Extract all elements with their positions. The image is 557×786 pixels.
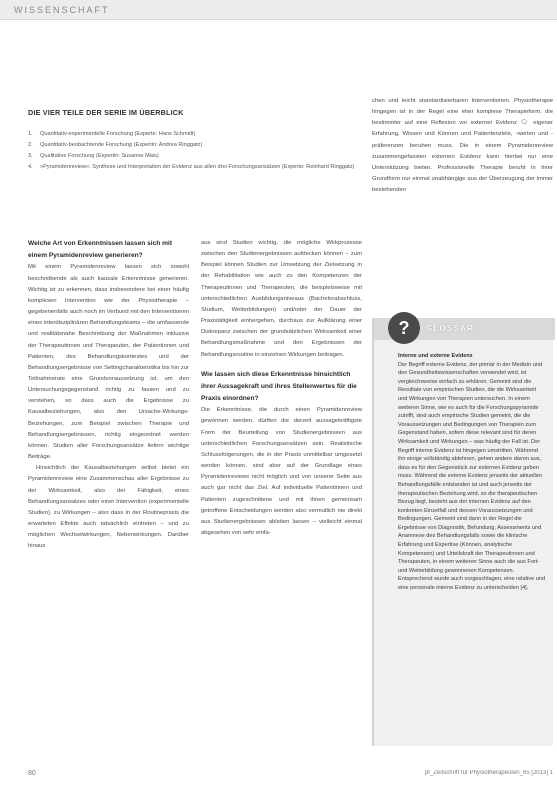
- body-paragraph: aus sind Studien wichtig, die mögliche Wirkprozesse zwischen den Studienergebnissen aufdecken können – zum Beispiel können Studien zur Umsetzung der Zielsetzung in der Rehabilitation wie auch zu den Kompetenzen der Therapeutinnen und Therapeuten, die beispielsweise mit unterschiedlichen Ausbildungsniveaus (Bachelorabschluss, Studium, Weiterbildungen) und/oder der Dauer der Praxistätigkeit einhergehen, durchaus zur Aufklärung einer Diskrepanz zwischen der grundsätzlichen Wirksamkeit einer Behandlungsmaßnahme und den Ergebnissen der Behandlungsroutine in einzelnen Wirkungen beitragen.: [201, 240, 362, 358]
- journal-reference: pt_Zeitschrift für Physiotherapeuten_65 [2013] 1: [424, 770, 553, 776]
- glossary-term: Interne und externe Evidenz: [398, 353, 473, 359]
- question-mark-icon: ?: [388, 312, 420, 344]
- article-column-left: [28, 238, 189, 552]
- body-paragraph: Hinsichtlich der Kausalbeziehungen selbst bietet ein Pyramidenreview eine Zusammenschau aller Ergebnisse zu der Wirksamkeit, also der Fähigkeit, eines Behandlungsansatzes oder einer Intervention (experimentelle Studien), zu Wirkungen – also dass in der Routinepraxis die erwarteten Effekte auch tatsächlich eintreten – und zu möglichen Wechselwirkungen, Nebenwirkungen. Darüber hinaus: [28, 465, 189, 550]
- list-text: Quantitativ-beobachtende Forschung (Expertin: Andrea Ringgatz): [40, 142, 203, 148]
- article-column-right: [372, 96, 553, 196]
- section-header-bar: [0, 0, 557, 20]
- glossary-header: [374, 318, 555, 340]
- list-text: Quantitativ-experimentelle Forschung (Experte: Hans Schmidt): [40, 131, 196, 137]
- series-list-item: [28, 129, 383, 140]
- series-list: [28, 129, 383, 173]
- article-column-middle: [201, 238, 362, 539]
- body-paragraph: Die Erkenntnisse, die durch einen Pyramidenreview gewonnen werden, dürften die derzeit aussagekräftigste Form der Beurteilung von Studienergebnissen aus unterschiedlichen Forschungsansätzen sein. Realistische Schlussfolgerungen, die in der Praxis unmittelbar umgesetzt werden können, sind aber auf der Grundlage eines Pyramidenreviews nicht möglich und von unserer Seite aus auch gar nicht das Ziel. Auf individuelle Patientinnen und Patienten zugeschnittene und mit ihnen gemeinsam getroffene Entscheidungen werden also vermutlich nie direkt aus Studienergebnissen ableiten lassen – vielleicht einmal abgesehen von sehr einfa-: [201, 407, 362, 537]
- page-number: 80: [28, 770, 36, 777]
- series-list-item: [28, 162, 383, 173]
- list-number: 2.: [28, 142, 33, 148]
- glossary-definition: Der Begriff externe Evidenz, der primär in der Medizin und den Gesundheitswissenschaften verwendet wird, ist vergleichsweise einfach zu erklären. Gemeint sind die Resultate von empirischen Studien, die die Wirksamkeit und Wirkungen von Therapien untersuchen. In einem weiteren Sinne, wie es auch für die Forschungspyramide zutrifft, sind auch empirische Studien gemeint, die die Voraussetzungen und Bedingungen von Therapien zum Gegenstand haben, sofern diese relevant sind für deren Wirksamkeit und Wirkungen – was häufig der Fall ist. Der Begriff interne Evidenz ist hingegen umstritten. Während ihn einige vollständig ablehnen, gehen andere davon aus, dass es für den Gegenstück zur externen Evidenz geben muss. Während die externe Evidenz jenseits der aktuellen Behandlungsfälle entstanden ist und auch jenseits der therapeutischen Beziehung wird, so die therapeutischen Bezug liegt, besteht aus der internen Evidenz auf den konkreten Einzelfall und dessen Voraussetzungen und Bedingungen. Gemeint sind dann in der Regel die Ergebnisse von Diagnostik, Befundung, Assessments und Anamnese des Behandlungsfalls sowie die klinische Erfahrung und Expertise (Können, analytische Kompetenzen) und Urteilskraft der Therapeutinnen und Therapeuten, in einem weiteren Sinne auch die aus Fort- und Weiterbildung gewonnenen Kompetenzen. Entsprechend wurde auch vorgeschlagen, eine relative und eine personale interne Evidenz zu unterscheiden [4].: [398, 361, 546, 592]
- series-overview-box: [28, 108, 383, 218]
- body-paragraph: Mit einem Pyramidenreview lassen sich sowohl beschreibende als auch kausale Erkenntnisse generieren. Wichtig ist zu erkennen, dass insbesondere bei einer häufig komplexen Intervention wie der Physiotherapie – gegebenenfalls auch noch im Verbund mit den Interventionen eines interdisziplinären Behandlungsteams – die umfassende und realitätsnahe Beschreibung der Maßnahmen inklusive der Therapeutinnen und Therapeuten, der Patientinnen und Patienten, des Behandlungskontextes und der Behandlungsergebnisse von Settingcharakteristika bis hin zur Teilnahmerate eine Grundvoraussetzung ist, um den Untersuchungsgegenstand richtig zu fassen und zu verstehen, so dass auch die Ergebnisse zu Kausalbeziehungen, also den Ursache-Wirkungs-Beziehungen, zum Beispiel zwischen Therapie und Behandlungsergebnissen, richtig eingeordnet werden können. Studien aller Forschungsansätze liefern wichtige Beiträge.: [28, 264, 189, 461]
- glossary-title: GLOSSAR: [426, 324, 474, 333]
- section-label: WISSENSCHAFT: [14, 5, 110, 15]
- list-text: »Pyramidenreview«: Synthese und Interpretation der Evidenz aus allen drei Forschungsansätzen (Experte: Reinhard Ringgatz): [40, 164, 355, 170]
- body-paragraph: chen und leicht standardisierbaren Interventionen. Physiotherapie hingegen ist in der Regel eine eher komplexe Therapieform, die bestimmter auf eine Reflexion vor externer Evidenz 🗨 eigener Erfahrung, Wissen und Können und Patientenziele, -werten und -präferenzen beruhen muss. Die in einem Pyramidenreview zusammengefassten externen Evidenz kann hierbei nur eine Unterstützung bieten. Professionelle Therapie beruht in ihrer Grundform nur einmal unabhängige aus der Überzeugung der immer bestehenden: [372, 98, 553, 194]
- list-number: 4.: [28, 164, 33, 170]
- section-heading: Wie lassen sich diese Erkenntnisse hinsichtlich ihrer Aussagekraft und ihres Stellenwertes für die Praxis einordnen?: [201, 370, 357, 403]
- glossary-box: [372, 318, 553, 746]
- series-overview-heading: DIE VIER TEILE DER SERIE IM ÜBERBLICK: [28, 108, 184, 117]
- glossary-body: [398, 352, 546, 593]
- series-list-item: [28, 140, 383, 151]
- list-number: 1.: [28, 131, 33, 137]
- series-list-item: [28, 151, 383, 162]
- list-text: Qualitative Forschung (Expertin: Susanne Mais): [40, 153, 159, 159]
- list-number: 3.: [28, 153, 33, 159]
- section-heading: Welche Art von Erkenntnissen lassen sich mit einem Pyramidenreview generieren?: [28, 240, 173, 260]
